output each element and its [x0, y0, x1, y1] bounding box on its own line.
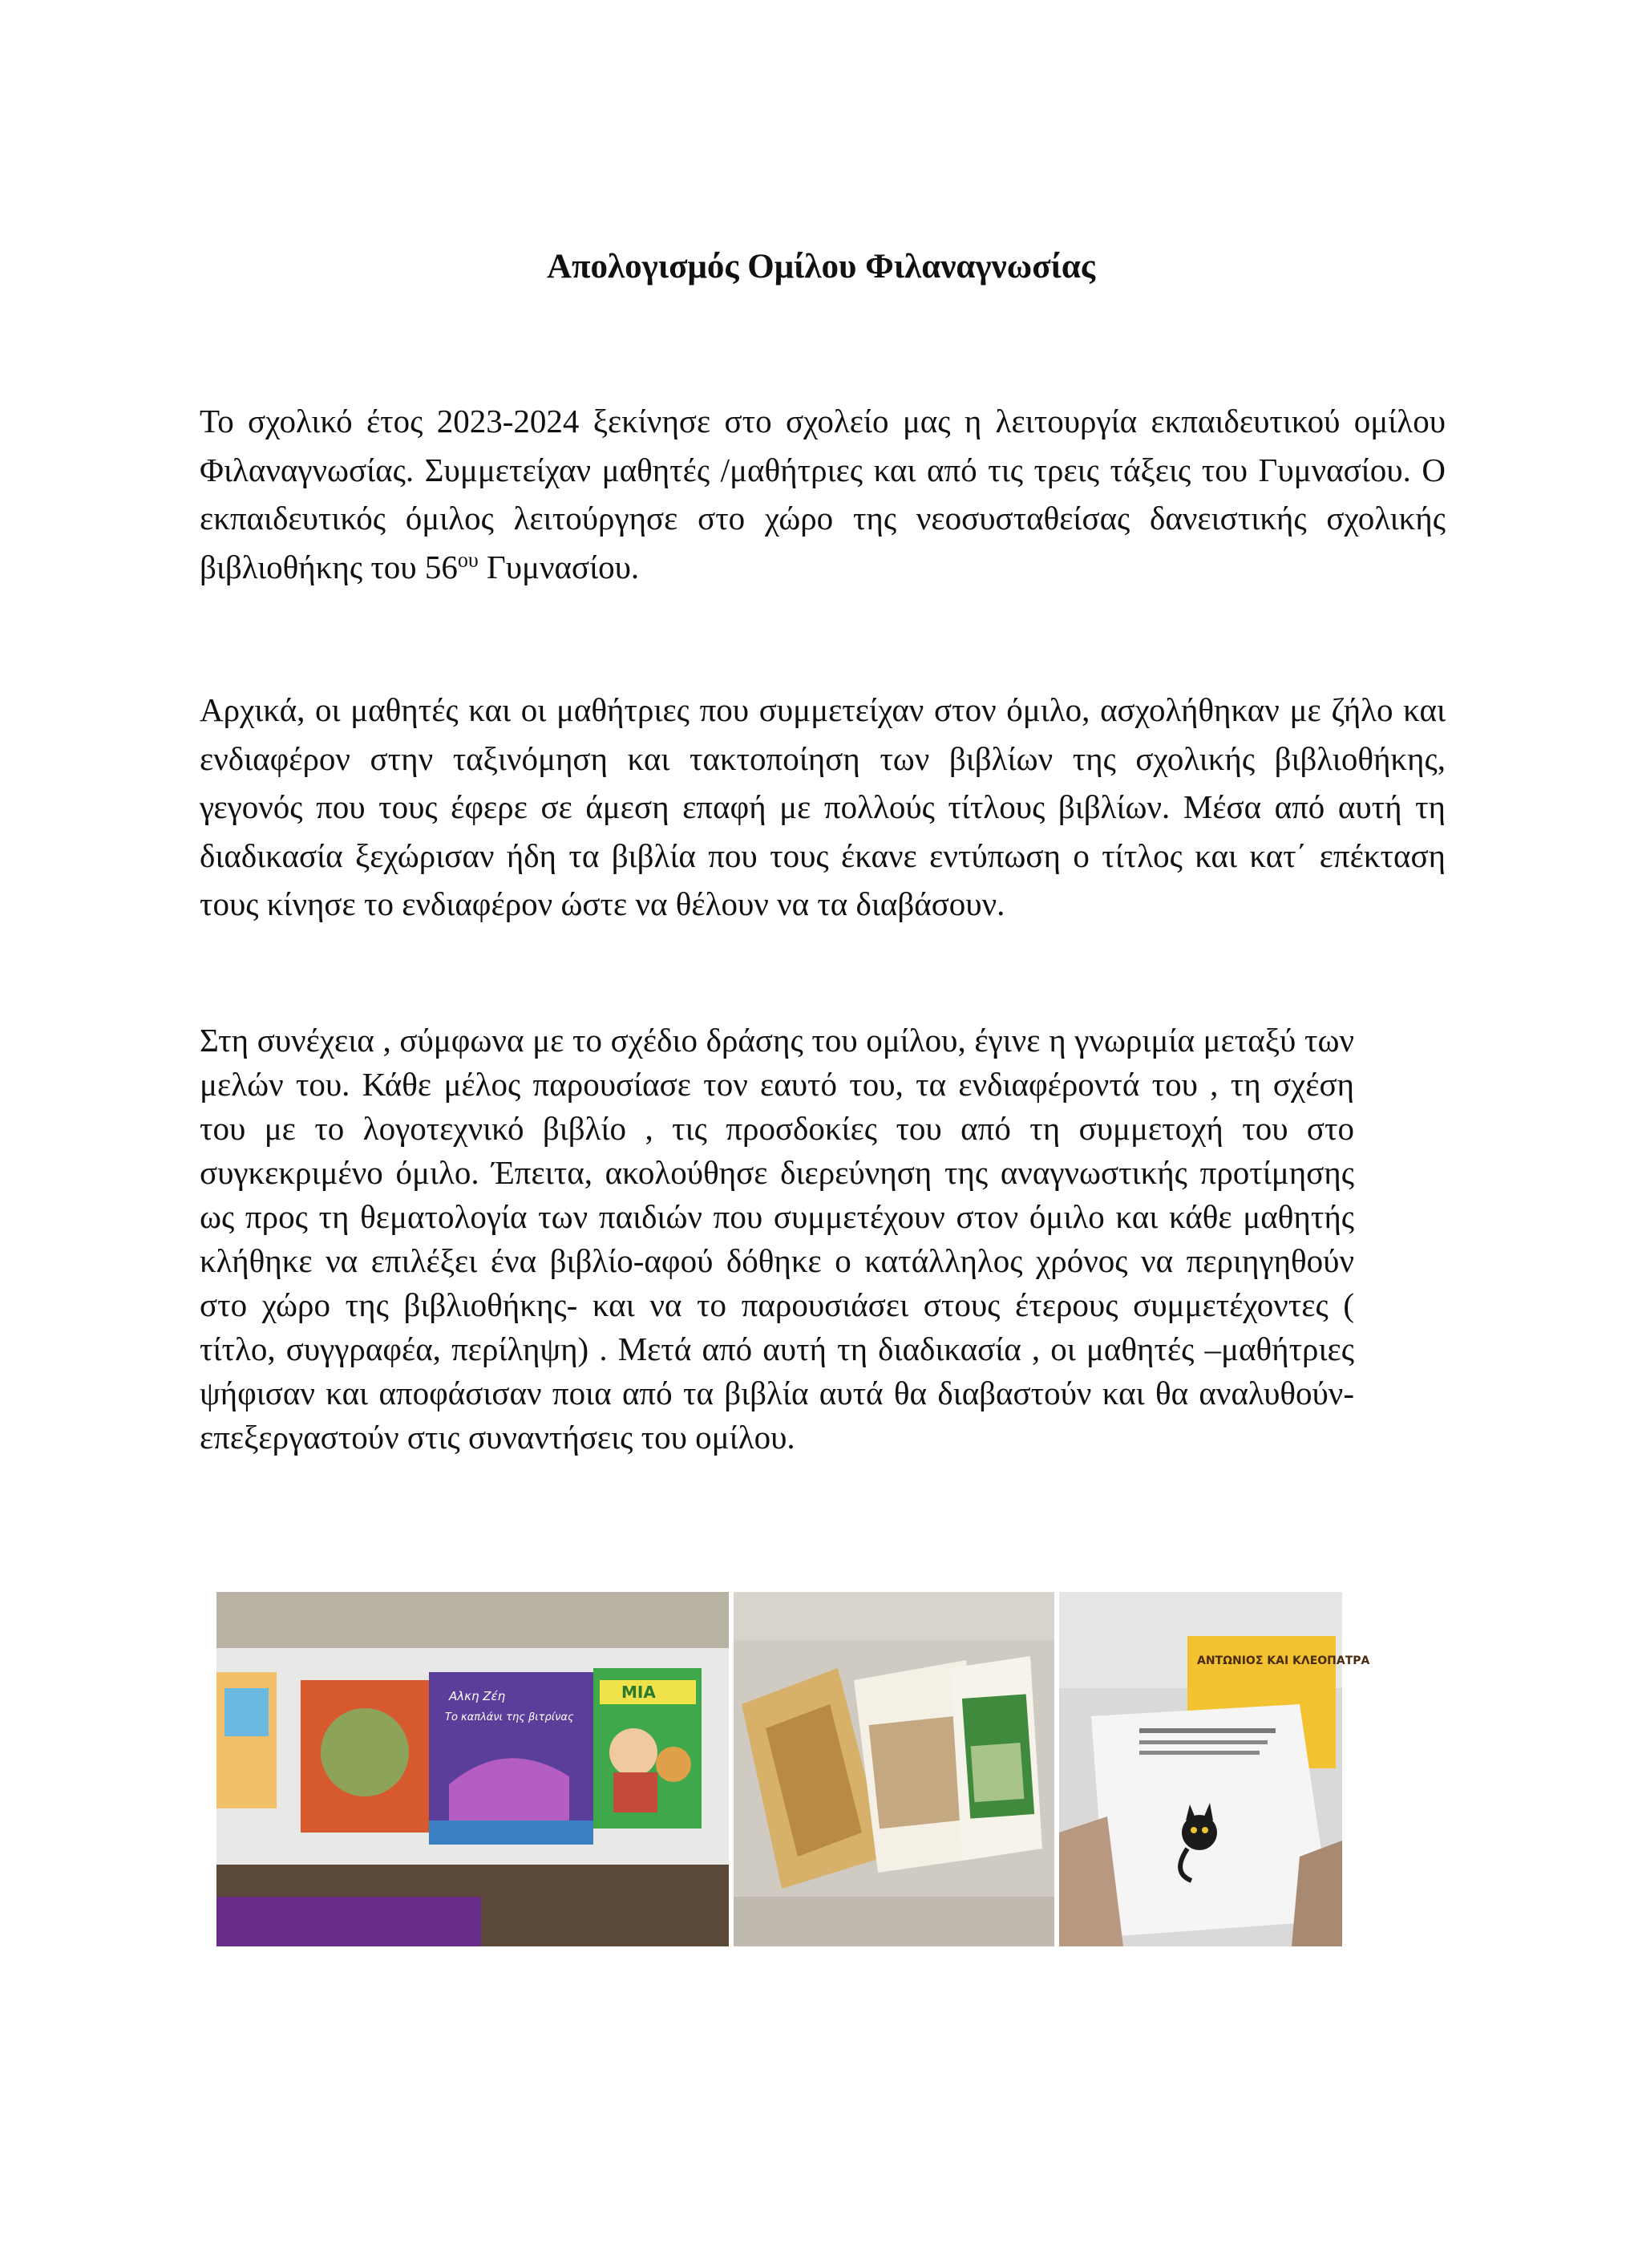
paragraph-intro	[200, 397, 1446, 591]
paragraph-sorting: Αρχικά, οι μαθητές και οι μαθήτριες που συμμετείχαν στον όμιλο, ασχολήθηκαν με ζήλο και ενδιαφέρον στην ταξινόμηση και τακτοποίηση των βιβλίων της σχολικής βιβλιοθήκης, γεγονός που τους έφερε σε άμεση επαφή με πολλούς τίτλους βιβλίων. Μέσα από αυτή τη διαδικασία ξεχώρισαν ήδη τα βιβλία που τους έκανε εντύπωση ο τίτλος και κατ΄ επέκταση τους κίνησε το ενδιαφέρον ώστε να θέλουν να τα διαβάσουν.	[200, 691, 1446, 922]
paragraph-intro-tail: Γυμνασίου.	[478, 548, 640, 585]
book-cover-title-1: Αλκη Ζέη	[449, 1689, 506, 1703]
photo-books-and-cutouts	[734, 1592, 1054, 1946]
book-cover-title-3: ΜΙΑ	[621, 1683, 656, 1702]
photo-reading-book-image	[1059, 1592, 1370, 1946]
ordinal-superscript: ου	[457, 547, 479, 571]
paragraph-intro-text: Το σχολικό έτος 2023-2024 ξεκίνησε στο σχολείο μας η λειτουργία εκπαιδευτικού ομίλου Φιλαναγνωσίας. Συμμετείχαν μαθητές /μαθήτριες και από τις τρεις τάξεις του Γυμνασίου. Ο εκπαιδευτικός όμιλος λειτούργησε στο χώρο της νεοσυσταθείσας δανειστικής σχολικής βιβλιοθήκης του 56	[200, 403, 1446, 585]
photo-books-on-desk-image	[216, 1592, 729, 1946]
photo-books-and-cutouts-image	[734, 1592, 1054, 1946]
photo-collage	[216, 1592, 1370, 1946]
book-cover-antonios: ΑΝΤΩΝΙΟΣ ΚΑΙ ΚΛΕΟΠΑΤΡΑ	[1197, 1654, 1370, 1667]
photo-books-on-desk	[216, 1592, 729, 1946]
document-title: Απολογισμός Ομίλου Φιλαναγνωσίας	[546, 248, 1096, 286]
photo-reading-book	[1059, 1592, 1370, 1946]
book-cover-title-2: Το καπλάνι της βιτρίνας	[445, 1711, 574, 1723]
paragraph-activities: Στη συνέχεια , σύμφωνα με το σχέδιο δράσης του ομίλου, έγινε η γνωριμία μεταξύ των μελών του. Κάθε μέλος παρουσίασε τον εαυτό του, τα ενδιαφέροντά του , τη σχέση του με το λογοτεχνικό βιβλίο , τις προσδοκίες του από τη συμμετοχή του στο συγκεκριμένο όμιλο. Έπειτα, ακολούθησε διερεύνηση της αναγνωστικής προτίμησης ως προς τη θεματολογία των παιδιών που συμμετέχουν στον όμιλο και κάθε μαθητής κλήθηκε να επιλέξει ένα βιβλίο-αφού δόθηκε ο κατάλληλος χρόνος να περιηγηθούν στο χώρο της βιβλιοθήκης- και να το παρουσιάσει στους έτερους συμμετέχοντες ( τίτλο, συγγραφέα, περίληψη) . Μετά από αυτή τη διαδικασία , οι μαθητές –μαθήτριες ψήφισαν και αποφάσισαν ποια από τα βιβλία αυτά θα διαβαστούν και θα αναλυθούν-επεξεργαστούν στις συναντήσεις του ομίλου.	[200, 1022, 1354, 1456]
